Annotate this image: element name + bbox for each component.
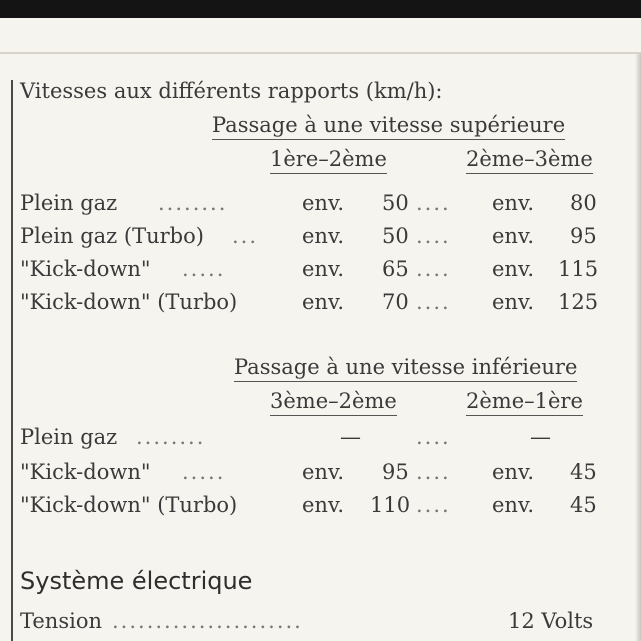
value: 95 [382, 460, 409, 484]
row-leader: ..... [182, 460, 226, 484]
value-prefix: env. [492, 257, 534, 281]
value: 110 [370, 493, 411, 517]
row-leader: ...................... [112, 609, 303, 633]
upshift-col1-header: 1ère–2ème [270, 146, 387, 174]
value-prefix: env. [302, 191, 344, 215]
page-edge [0, 52, 641, 54]
value: 80 [570, 191, 597, 215]
row-label: "Kick-down" [20, 460, 151, 484]
value: 45 [570, 460, 597, 484]
value-prefix: env. [492, 493, 534, 517]
row-leader: ..... [182, 257, 226, 281]
value-prefix: env. [492, 224, 534, 248]
value-prefix: env. [492, 191, 534, 215]
downshift-col2-header: 2ème–1ère [466, 388, 583, 416]
row-label: Plein gaz (Turbo) [20, 224, 204, 248]
value: 115 [558, 257, 599, 281]
value-separator: .... [416, 257, 451, 281]
upshift-col2-header: 2ème–3ème [466, 146, 593, 174]
value-prefix: env. [302, 493, 344, 517]
value: 65 [382, 257, 409, 281]
downshift-col1-header: 3ème–2ème [270, 388, 397, 416]
value: 95 [570, 224, 597, 248]
intro-text: Vitesses aux différents rapports (km/h): [20, 79, 443, 103]
row-label: Plein gaz [20, 425, 118, 449]
row-leader: ........ [136, 425, 206, 449]
value-prefix: env. [302, 224, 344, 248]
value-prefix: env. [492, 460, 534, 484]
row-label: "Kick-down" (Turbo) [20, 290, 238, 314]
row-label: "Kick-down" (Turbo) [20, 493, 238, 517]
value-prefix: env. [302, 257, 344, 281]
value: 50 [382, 224, 409, 248]
row-label: "Kick-down" [20, 257, 151, 281]
value: 45 [570, 493, 597, 517]
scan-top-border [0, 0, 641, 18]
value: 125 [558, 290, 599, 314]
value: — [340, 425, 361, 449]
row-label: Tension [20, 609, 102, 633]
value-prefix: env. [302, 460, 344, 484]
downshift-heading: Passage à une vitesse inférieure [234, 354, 577, 382]
row-leader: ... [232, 224, 259, 248]
value-separator: .... [416, 425, 451, 449]
row-label: Plein gaz [20, 191, 118, 215]
value-separator: .... [416, 224, 451, 248]
upshift-heading: Passage à une vitesse supérieure [212, 112, 565, 140]
electrical-section-title: Système électrique [20, 567, 253, 595]
page-shadow [635, 54, 641, 641]
value-separator: .... [416, 460, 451, 484]
value: 12 Volts [508, 609, 594, 633]
margin-rule [11, 80, 13, 641]
value-separator: .... [416, 493, 451, 517]
row-leader: ........ [158, 191, 228, 215]
value-prefix: env. [492, 290, 534, 314]
value: — [530, 425, 551, 449]
value: 50 [382, 191, 409, 215]
value: 70 [382, 290, 409, 314]
value-prefix: env. [302, 290, 344, 314]
value-separator: .... [416, 191, 451, 215]
value-separator: .... [416, 290, 451, 314]
